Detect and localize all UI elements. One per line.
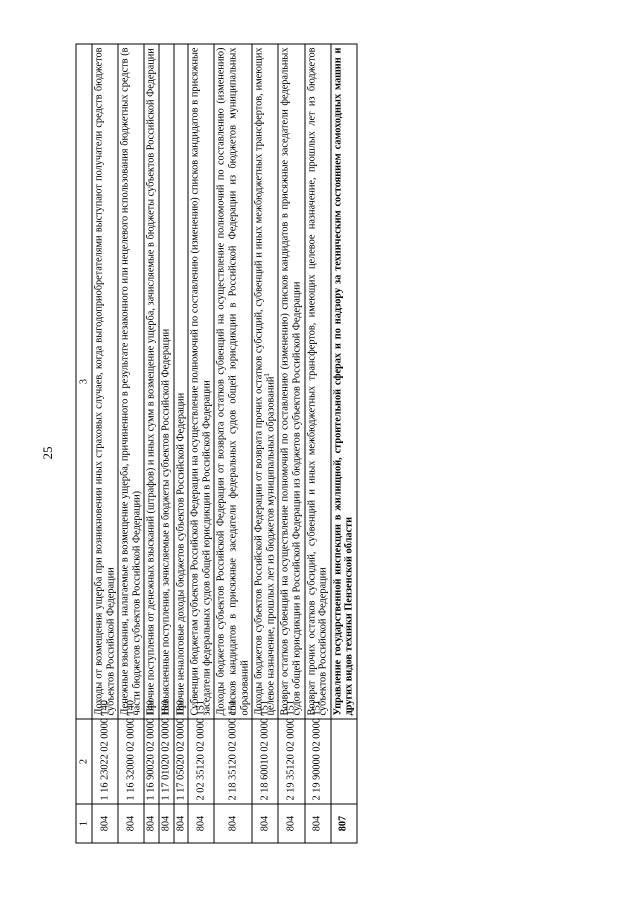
revenue-name-text: Доходы бюджетов субъектов Российской Федерации от возврата остатков субвенций на осуществление полномочий по составлению (изменению) списков кандидатов в присяжные заседатели федеральных судов общей юрисдикции в Российской Федерации из бюджетов муниципальных образований [215, 47, 251, 716]
revenue-name-cell [331, 44, 357, 719]
admin-code-cell: 804 [305, 804, 331, 843]
revenue-name-cell [174, 44, 189, 719]
revenue-name-cell [92, 44, 118, 719]
admin-code-cell: 804 [188, 804, 214, 843]
table-row [188, 44, 214, 843]
admin-code-cell: 807 [331, 804, 357, 843]
revenue-name-cell [214, 44, 252, 719]
revenue-name-cell [278, 44, 304, 719]
table-row [214, 44, 252, 843]
admin-code-cell: 804 [144, 804, 159, 843]
budget-code-cell: 2 19 90000 02 0000 151 [305, 719, 331, 804]
table-row [118, 44, 144, 843]
admin-code-cell: 804 [214, 804, 252, 843]
revenue-name-text: Возврат прочих остатков субсидий, субвенций и иных межбюджетных трансфертов, имеющих целевое назначение, прошлых лет из бюджетов субъектов Российской Федерации [306, 47, 329, 716]
budget-code-cell: 1 17 01020 02 0000 180 [159, 719, 174, 804]
revenue-codes-table [76, 44, 358, 844]
admin-code-cell: 804 [278, 804, 304, 843]
budget-code-cell: 2 18 35120 02 0000 151 [214, 719, 252, 804]
revenue-name-text: Управление государственной инспекции в жилищной, строительной сферах и по надзору за техническим состоянием самоходных машин и других видов техники Пензенской области [332, 47, 355, 716]
page-number: 25 [40, 446, 55, 460]
budget-code-cell: 1 16 32000 02 0000 140 [118, 719, 144, 804]
header-col-1: 1 [76, 804, 92, 843]
header-col-3: 3 [76, 44, 92, 719]
budget-code-cell [331, 719, 357, 804]
admin-code-cell: 804 [92, 804, 118, 843]
revenue-name-text: Доходы бюджетов субъектов Российской Федерации от возврата прочих остатков субсидий, субвенций и иных межбюджетных трансфертов, имеющих целевое назначение, прошлых лет из бюджетов муниципальных образований [253, 47, 277, 716]
table-row [144, 44, 159, 843]
revenue-name-cell [252, 44, 278, 719]
budget-code-cell: 2 19 35120 02 0000 151 [278, 719, 304, 804]
revenue-name-cell [188, 44, 214, 719]
revenue-name-text: Субвенции бюджетам субъектов Российской Федерации на осуществление полномочий по составлению (изменению) списков кандидатов в присяжные заседатели федеральных судов общей юрисдикции в Российской Федерации [189, 47, 213, 716]
footnote-mark: 1 [262, 373, 271, 377]
admin-code-cell: 804 [252, 804, 278, 843]
budget-code-cell: 2 02 35120 02 0000 151 [188, 719, 214, 804]
table-header-row [76, 44, 92, 843]
table-row [92, 44, 118, 843]
revenue-name-cell [159, 44, 174, 719]
revenue-name-cell [305, 44, 331, 719]
revenue-name-text: Доходы от возмещения ущерба при возникновении иных страховых случаев, когда выгодоприобретателями выступают получатели средств бюджетов субъектов Российской Федерации [93, 47, 117, 716]
table-row [331, 44, 357, 843]
admin-code-cell: 804 [174, 804, 189, 843]
revenue-name-text: Невыясненные поступления, зачисляемые в бюджеты субъектов Российской Федерации [160, 328, 172, 716]
table-row [252, 44, 278, 843]
admin-code-cell: 804 [159, 804, 174, 843]
table-row [305, 44, 331, 843]
rotated-table-container [76, 44, 531, 844]
table-row [278, 44, 304, 843]
revenue-name-text: Прочие неналоговые доходы бюджетов субъектов Российской Федерации [175, 392, 187, 716]
admin-code-cell: 804 [118, 804, 144, 843]
budget-code-cell: 1 17 05020 02 0000 180 [174, 719, 189, 804]
revenue-name-text: Прочие поступления от денежных взысканий (штрафов) и иных сумм в возмещение ущерба, зачисляемые в бюджеты субъектов Российской Федерации [145, 48, 157, 716]
budget-code-cell: 1 16 23022 02 0000 140 [92, 719, 118, 804]
revenue-name-text: Денежные взыскания, налагаемые в возмещение ущерба, причиненного в результате незаконного или нецелевого использования бюджетных средств (в части бюджетов субъектов Российской Федерации) [119, 47, 143, 716]
table-row [159, 44, 174, 843]
budget-code-cell: 1 16 90020 02 0000 140 [144, 719, 159, 804]
table-row [174, 44, 189, 843]
header-col-2: 2 [76, 719, 92, 804]
revenue-name-cell [144, 44, 159, 719]
budget-code-cell: 2 18 60010 02 0000 151 [252, 719, 278, 804]
revenue-name-cell [118, 44, 144, 719]
revenue-name-text: Возврат остатков субвенций на осуществление полномочий по составлению (изменению) списков кандидатов в присяжные заседатели федеральных судов общей юрисдикции в Российской Федерации из бюджетов субъектов Российской Федерации [279, 47, 303, 716]
